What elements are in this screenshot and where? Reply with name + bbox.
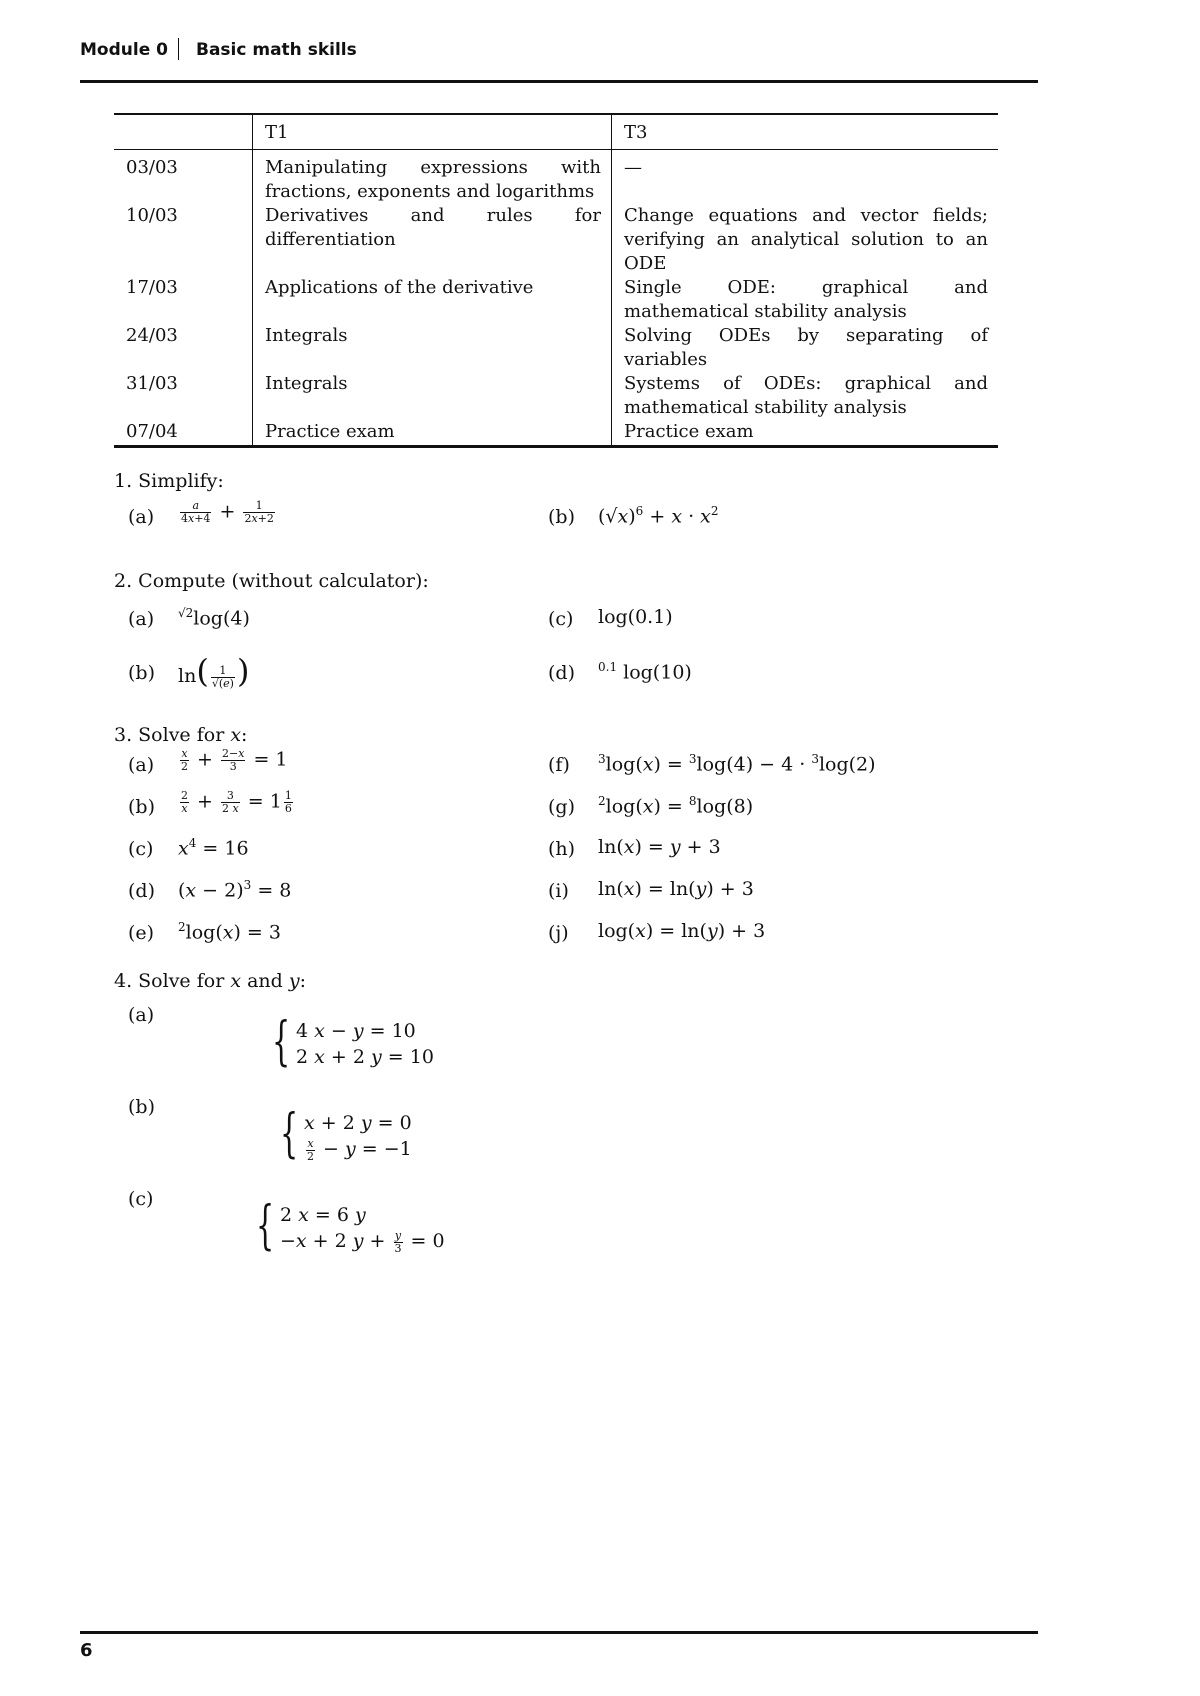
item-label: (a) [128, 754, 155, 776]
t1-cell: Applications of the derivative [253, 276, 612, 324]
table-header-row [114, 114, 998, 150]
date-cell: 07/04 [126, 421, 178, 442]
expression: $^2$log(x) = 3 [178, 920, 281, 944]
date-cell: 10/03 [126, 205, 178, 226]
expression: $(x - 2)^3 = 8$ [178, 878, 292, 902]
expression: $(√x)^6 + x \cdot x^2$ [598, 504, 719, 528]
table-header-cell [114, 114, 253, 150]
t3-cell: Practice exam [612, 420, 999, 447]
t3-cell: Change equations and vector fields; verifying an analytical solution to an ODE [612, 204, 999, 276]
item-label: (c) [128, 838, 154, 860]
footer-rule [80, 1631, 1038, 1634]
expression: ln(x) = ln(y) + 3 [598, 878, 754, 900]
t1-cell: Integrals [253, 372, 612, 420]
table-row [114, 372, 998, 420]
table-header-cell: T1 [253, 114, 612, 150]
date-cell: 31/03 [126, 373, 178, 394]
expression: $\frac{x}{2}$ + $\frac{2-x}{3}$ = 1 [181, 747, 288, 773]
item-label: (j) [548, 922, 569, 944]
item-label: (a) [128, 1004, 155, 1026]
item-label: (d) [128, 880, 155, 902]
item-label: (a) [128, 608, 155, 630]
item-label: (h) [548, 838, 576, 860]
expression: $\frac{a}{4x+4}$ + $\frac{1}{2x+2}$ [181, 499, 274, 525]
item-label: (b) [548, 506, 575, 528]
item-label: (g) [548, 796, 575, 818]
expression: $\frac{2}{x}$ + $\frac{3}{2 x}$ = 1 $\frac{1}{6}$ [181, 789, 292, 815]
module-title: Basic math skills [196, 40, 357, 60]
left-brace: { [256, 1196, 275, 1256]
table-header-cell: T3 [612, 114, 999, 150]
expression: $^{0.1}$ log(10) [598, 660, 692, 684]
item-label: (d) [548, 662, 575, 684]
question-1-title: 1. Simplify: [114, 470, 224, 492]
schedule-table [114, 113, 998, 448]
equation-system: x + 2 y = 0 $\frac{x}{2}$ − y = −1 [304, 1112, 412, 1163]
item-label: (i) [548, 880, 569, 902]
left-brace: { [272, 1012, 291, 1072]
header-divider [178, 38, 179, 60]
t1-cell: Integrals [253, 324, 612, 372]
table-row [114, 276, 998, 324]
t1-cell: Practice exam [253, 420, 612, 447]
table-row [114, 420, 998, 447]
date-cell: 03/03 [126, 157, 178, 178]
item-label: (e) [128, 922, 155, 944]
date-cell: 17/03 [126, 277, 178, 298]
page-header [80, 36, 1038, 83]
item-label: (b) [128, 796, 155, 818]
table-row [114, 204, 998, 276]
t1-cell: Manipulating expressions with fractions, exponents and logarithms [253, 150, 612, 205]
item-label: (c) [128, 1188, 154, 1210]
expression: $x^4 = 16$ [178, 836, 249, 860]
module-label: Module 0 [80, 40, 168, 60]
item-label: (b) [128, 1096, 155, 1118]
question-3-title: 3. Solve for x: [114, 724, 248, 746]
expression: ln(x) = y + 3 [598, 836, 721, 858]
t3-cell: Systems of ODEs: graphical and mathematical stability analysis [612, 372, 999, 420]
t3-cell: Solving ODEs by separating of variables [612, 324, 999, 372]
table-row [114, 150, 998, 205]
page-number: 6 [80, 1640, 93, 1661]
item-label: (f) [548, 754, 570, 776]
question-2-title: 2. Compute (without calculator): [114, 570, 429, 592]
equation-system: 2 x = 6 y −x + 2 y + $\frac{y}{3}$ = 0 [280, 1204, 445, 1255]
expression: $^2$log(x) = $^8$log(8) [598, 794, 754, 818]
item-label: (c) [548, 608, 574, 630]
question-4-title: 4. Solve for x and y: [114, 970, 306, 992]
expression: ln( $\frac{1}{√(e)}$ ) [178, 652, 250, 690]
expression: log(0.1) [598, 606, 673, 628]
item-label: (a) [128, 506, 155, 528]
table-row [114, 324, 998, 372]
expression: $^3$log(x) = $^3$log(4) − 4 · $^3$log(2) [598, 752, 876, 776]
item-label: (b) [128, 662, 155, 684]
equation-system: 4 x − y = 10 2 x + 2 y = 10 [296, 1020, 434, 1068]
expression: log(x) = ln(y) + 3 [598, 920, 766, 942]
date-cell: 24/03 [126, 325, 178, 346]
left-brace: { [280, 1104, 299, 1164]
t3-cell: — [612, 150, 999, 205]
expression: $^{√2}$log(4) [178, 606, 250, 630]
t1-cell: Derivatives and rules for differentiation [253, 204, 612, 276]
t3-cell: Single ODE: graphical and mathematical stability analysis [612, 276, 999, 324]
